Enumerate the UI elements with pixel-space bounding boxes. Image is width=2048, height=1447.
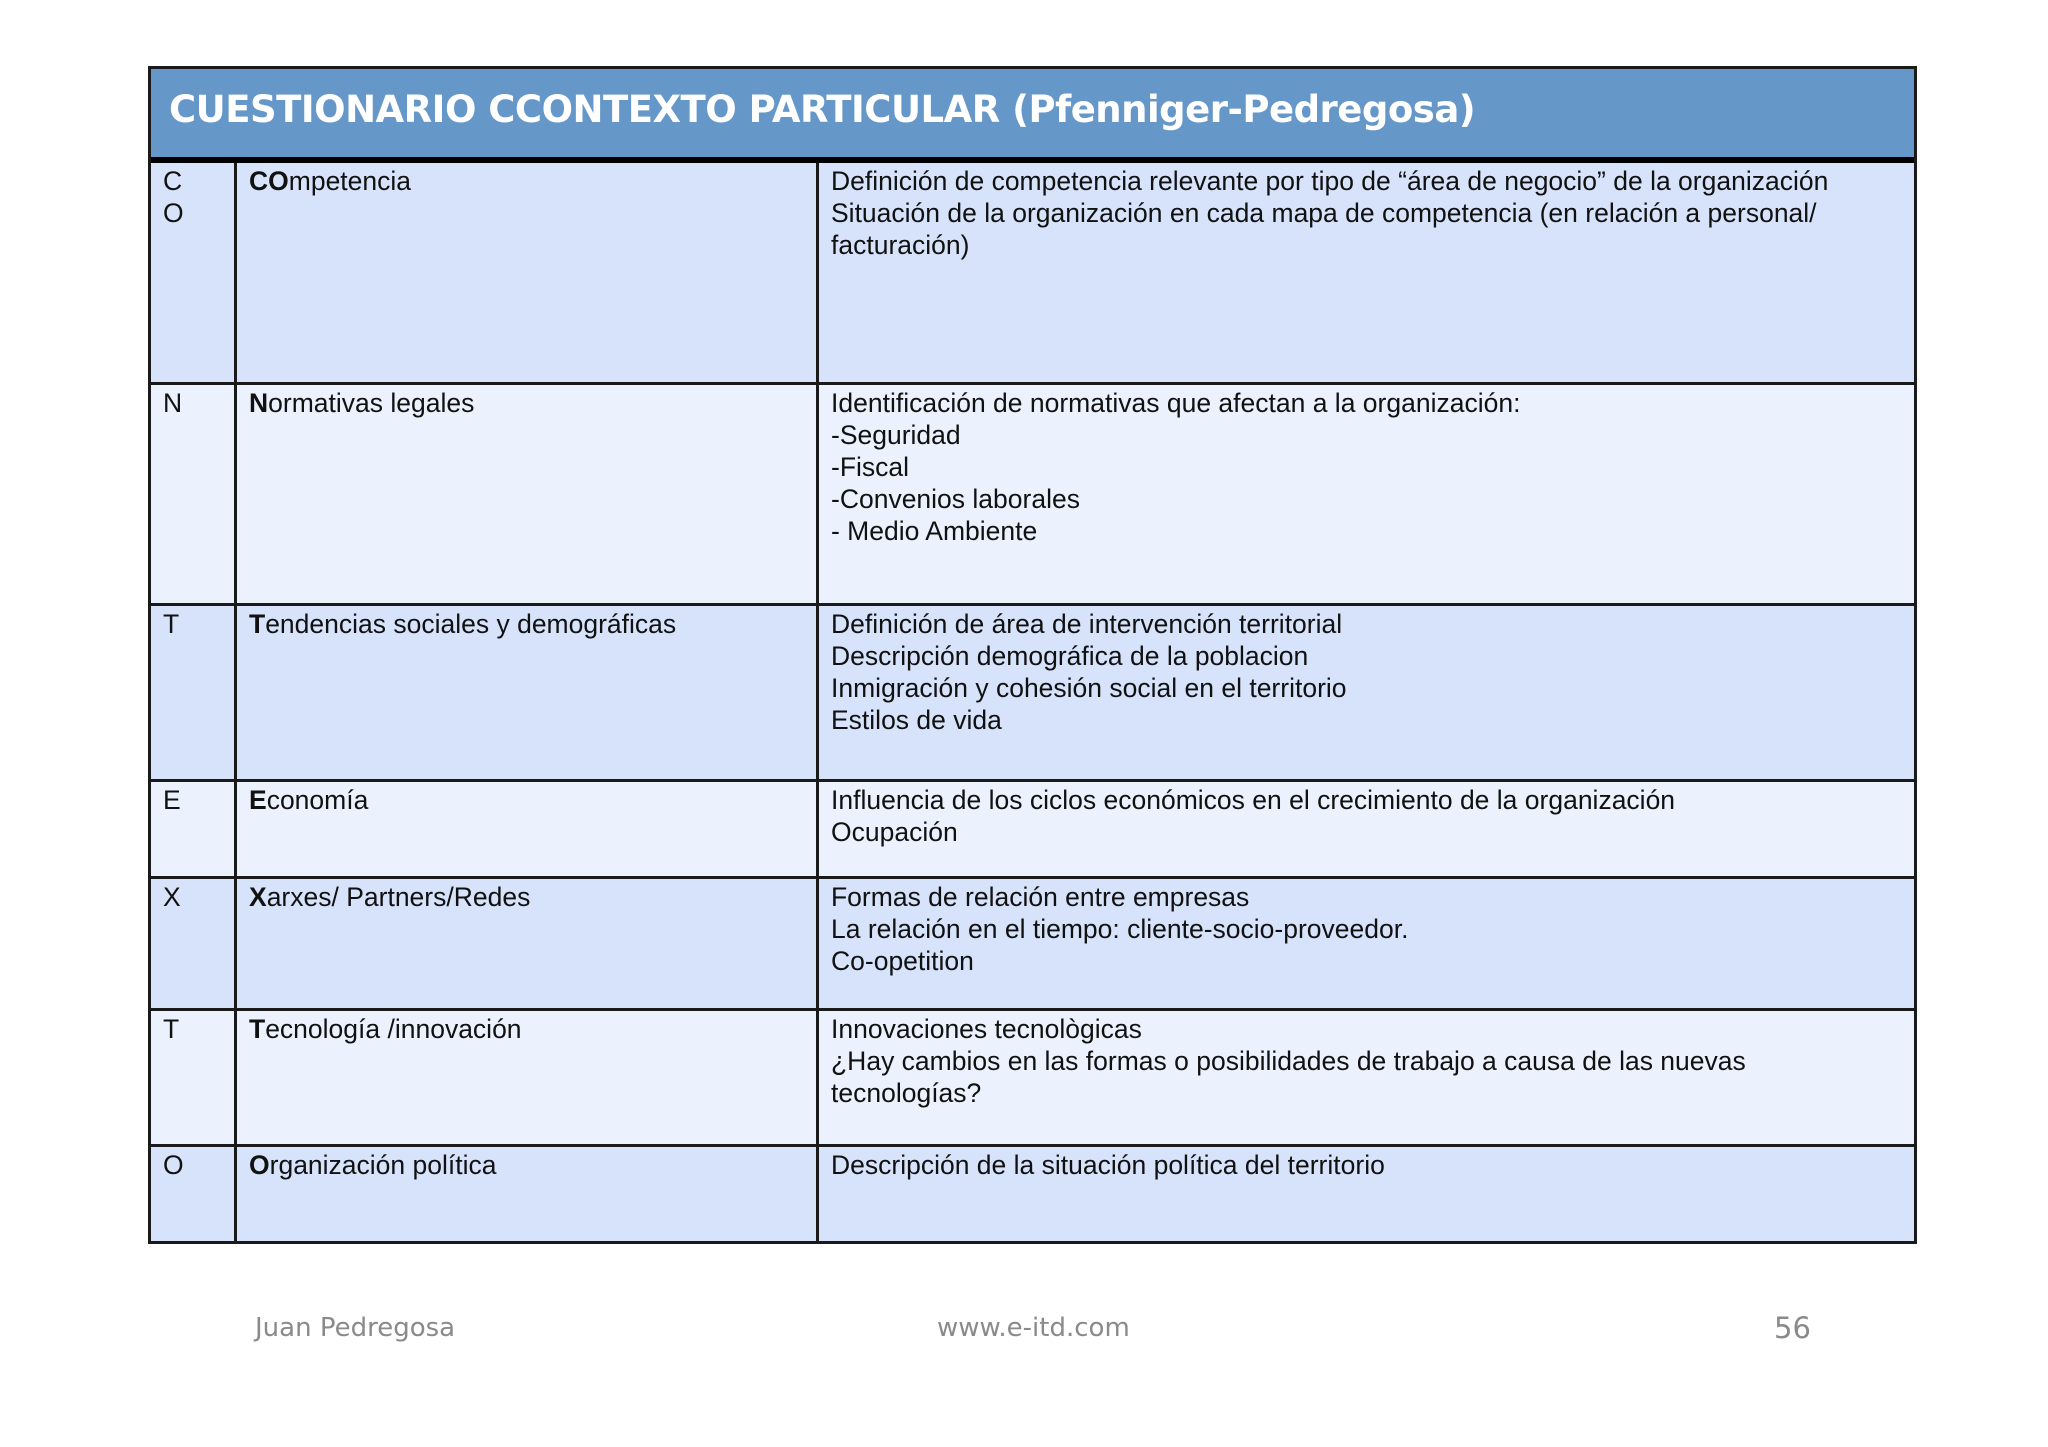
topic-label: rganización política bbox=[269, 1150, 497, 1180]
topic-label: conomía bbox=[266, 785, 369, 815]
topic-initial: E bbox=[249, 785, 267, 815]
description-line: Formas de relación entre empresas bbox=[831, 882, 1250, 912]
row-letter: O bbox=[163, 198, 184, 228]
row-letter: E bbox=[163, 785, 181, 815]
topic-label: arxes/ Partners/Redes bbox=[266, 882, 531, 912]
row-topic-cell bbox=[237, 1011, 819, 1144]
row-description-cell bbox=[819, 1011, 1914, 1144]
description-line: Descripción de la situación política del territorio bbox=[831, 1150, 1385, 1180]
table-title: CUESTIONARIO CCONTEXTO PARTICULAR (Pfenniger-Pedregosa) bbox=[169, 87, 1476, 131]
table-row bbox=[151, 603, 1914, 779]
description-line: Descripción demográfica de la poblacion bbox=[831, 641, 1309, 671]
context-questionnaire-table bbox=[148, 66, 1917, 1244]
row-topic-cell bbox=[237, 163, 819, 382]
description-line: Situación de la organización en cada mapa de competencia (en relación a personal/ bbox=[831, 198, 1817, 228]
row-description-cell bbox=[819, 163, 1914, 382]
row-topic-cell bbox=[237, 385, 819, 603]
description-line: -Convenios laborales bbox=[831, 484, 1080, 514]
description-line: ¿Hay cambios en las formas o posibilidades de trabajo a causa de las nuevas bbox=[831, 1046, 1746, 1076]
topic-initial: O bbox=[249, 1150, 270, 1180]
row-description-cell bbox=[819, 879, 1914, 1008]
topic-initial: T bbox=[249, 609, 266, 639]
topic-initial: CO bbox=[249, 166, 289, 196]
row-description-cell bbox=[819, 782, 1914, 876]
topic-label: mpetencia bbox=[288, 166, 412, 196]
description-line: Identificación de normativas que afectan a la organización: bbox=[831, 388, 1521, 418]
row-letter-cell bbox=[151, 782, 237, 876]
table-row bbox=[151, 876, 1914, 1008]
row-topic-cell bbox=[237, 782, 819, 876]
footer-website: www.e-itd.com bbox=[937, 1313, 1130, 1343]
table-row bbox=[151, 382, 1914, 603]
row-description-cell bbox=[819, 606, 1914, 779]
table-row bbox=[151, 1144, 1914, 1241]
row-description-cell bbox=[819, 1147, 1914, 1241]
topic-initial: T bbox=[249, 1014, 266, 1044]
topic-initial: N bbox=[249, 388, 269, 418]
description-line: facturación) bbox=[831, 230, 970, 260]
row-letter-cell bbox=[151, 385, 237, 603]
description-line: tecnologías? bbox=[831, 1078, 982, 1108]
table-body bbox=[151, 163, 1914, 1241]
description-line: Estilos de vida bbox=[831, 705, 1002, 735]
row-letter: X bbox=[163, 882, 181, 912]
row-letter-cell bbox=[151, 1011, 237, 1144]
table-header bbox=[151, 69, 1914, 163]
topic-label: endencias sociales y demográficas bbox=[265, 609, 677, 639]
row-letter-cell bbox=[151, 879, 237, 1008]
table-row bbox=[151, 163, 1914, 382]
row-letter-cell bbox=[151, 606, 237, 779]
description-line: - Medio Ambiente bbox=[831, 516, 1038, 546]
row-description-cell bbox=[819, 385, 1914, 603]
description-line: -Fiscal bbox=[831, 452, 910, 482]
description-line: Definición de área de intervención territorial bbox=[831, 609, 1343, 639]
description-line: Co-opetition bbox=[831, 946, 974, 976]
description-line: -Seguridad bbox=[831, 420, 961, 450]
row-topic-cell bbox=[237, 1147, 819, 1241]
description-line: Innovaciones tecnològicas bbox=[831, 1014, 1142, 1044]
topic-label: ecnología /innovación bbox=[265, 1014, 522, 1044]
row-letter-cell bbox=[151, 1147, 237, 1241]
description-line: Inmigración y cohesión social en el territorio bbox=[831, 673, 1347, 703]
row-letter-cell bbox=[151, 163, 237, 382]
row-letter: N bbox=[163, 388, 183, 418]
page-number: 56 bbox=[1774, 1311, 1811, 1345]
row-topic-cell bbox=[237, 879, 819, 1008]
topic-label: ormativas legales bbox=[268, 388, 475, 418]
row-letter: T bbox=[163, 609, 180, 639]
row-topic-cell bbox=[237, 606, 819, 779]
row-letter: T bbox=[163, 1014, 180, 1044]
description-line: Influencia de los ciclos económicos en el crecimiento de la organización bbox=[831, 785, 1676, 815]
description-line: Ocupación bbox=[831, 817, 958, 847]
description-line: La relación en el tiempo: cliente-socio-proveedor. bbox=[831, 914, 1409, 944]
table-row bbox=[151, 779, 1914, 876]
row-letter: O bbox=[163, 1150, 184, 1180]
topic-initial: X bbox=[249, 882, 267, 912]
description-line: Definición de competencia relevante por tipo de “área de negocio” de la organización bbox=[831, 166, 1829, 196]
footer-author: Juan Pedregosa bbox=[255, 1313, 456, 1343]
row-letter: C bbox=[163, 166, 183, 196]
table-row bbox=[151, 1008, 1914, 1144]
